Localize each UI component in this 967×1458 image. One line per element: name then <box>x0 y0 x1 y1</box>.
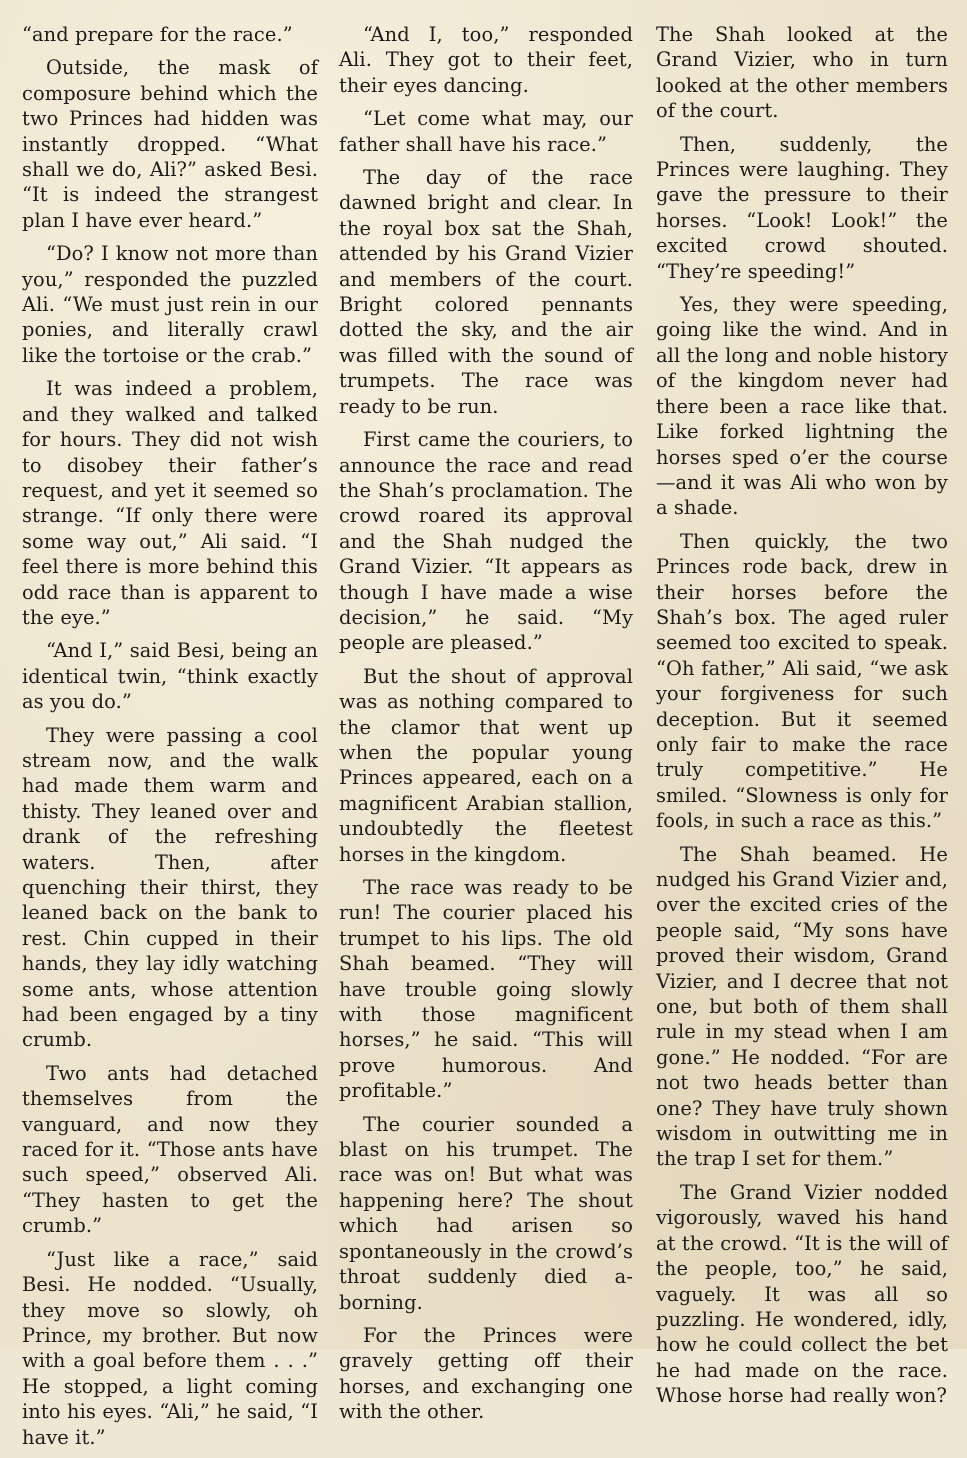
text-column-2 <box>339 22 633 1433</box>
paragraph: “Just like a race,” said Besi. He nodded. “Usually, they move so slowly, oh Prince, my brother. But now with a goal before them . . .” He stopped, a light coming into his eyes. “Ali,” he said, “I have it.” <box>22 1247 318 1449</box>
paragraph: They were passing a cool stream now, and the walk had made them warm and thisty. They leaned over and drank of the refreshing waters. Then, after quenching their thirst, they leaned back on the bank to rest. Chin cupped in their hands, they lay idly watching some ants, whose attention had been engaged by a tiny crumb. <box>22 723 318 1052</box>
paragraph: “Do? I know not more than you,” responded the puzzled Ali. “We must just rein in our ponies, and literally crawl like the tortoise or the crab.” <box>22 242 318 367</box>
text-column-1 <box>22 22 318 1458</box>
paragraph: The Shah beamed. He nudged his Grand Vizier and, over the excited cries of the people said, “My sons have proved their wisdom, Grand Vizier, and I decree that not one, but both of them shall rule in my stead when I am gone.” He nodded. “For are not two heads better than one? They have truly shown wisdom in outwitting me in the trap I set for them.” <box>656 842 948 1171</box>
paragraph: But the shout of approval was as nothing compared to the clamor that went up when the popular young Princes appeared, each on a magnificent Arabian stallion, undoubtedly the fleetest horses in the kingdom. <box>339 664 633 866</box>
paragraph: The Shah looked at the Grand Vizier, who in turn looked at the other members of the court. <box>656 23 948 123</box>
paragraph: “and prepare for the race.” <box>22 23 293 46</box>
paragraph: The courier sounded a blast on his trumpet. The race was on! But what was happening here? The shout which had arisen so spontaneously in the crowd’s throat suddenly died a-borning. <box>339 1112 633 1314</box>
paragraph: First came the couriers, to announce the race and read the Shah’s proclamation. The crowd roared its approval and the Shah nudged the Grand Vizier. “It appears as though I have made a wise decision,” he said. “My people are pleased.” <box>339 428 633 655</box>
paragraph: The race was ready to be run! The courier placed his trumpet to his lips. The old Shah beamed. “They will have trouble going slowly with those magnificent horses,” he said. “This will prove humorous. And profitable.” <box>339 876 633 1103</box>
paragraph: Yes, they were speeding, going like the wind. And in all the long and noble history of the kingdom never had there been a race like that. Like forked lightning the horses sped o’er the course—and it was Ali who won by a shade. <box>656 293 948 520</box>
paragraph: “And I,” said Besi, being an identical twin, “think exactly as you do.” <box>22 639 318 714</box>
paragraph: It was indeed a problem, and they walked and talked for hours. They did not wish to disobey their father’s request, and yet it seemed so strange. “If only there were some way out,” Ali said. “I feel there is more behind this odd race than is apparent to the eye.” <box>22 377 318 629</box>
paragraph: Outside, the mask of composure behind which the two Princes had hidden was instantly dropped. “What shall we do, Ali?” asked Besi. “It is indeed the strangest plan I have ever heard.” <box>22 56 318 232</box>
paragraph: The day of the race dawned bright and clear. In the royal box sat the Shah, attended by his Grand Vizier and members of the court. Bright colored pennants dotted the sky, and the air was filled with the sound of trumpets. The race was ready to be run. <box>339 166 633 418</box>
paragraph: Two ants had detached themselves from the vanguard, and now they raced for it. “Those ants have such speed,” observed Ali. “They hasten to get the crumb.” <box>22 1061 318 1238</box>
paragraph: The Grand Vizier nodded vigorously, waved his hand at the crowd. “It is the will of the people, too,” he said, vaguely. It was all so puzzling. He wondered, idly, how he could collect the bet he had made on the race. Whose horse had really won? <box>656 1180 948 1408</box>
paragraph: “And I, too,” responded Ali. They got to their feet, their eyes dancing. <box>339 23 633 97</box>
paragraph: “Let come what may, our father shall have his race.” <box>339 107 633 156</box>
paragraph: Then quickly, the two Princes rode back, drew in their horses before the Shah’s box. The aged ruler seemed too excited to speak. “Oh father,” Ali said, “we ask your forgiveness for such deception. But it seemed only fair to make the race truly competitive.” He smiled. “Slowness is only for fools, in such a race as this.” <box>656 529 948 833</box>
text-column-3 <box>656 22 948 1417</box>
paragraph: Then, suddenly, the Princes were laughing. They gave the pressure to their horses. “Look! Look!” the excited crowd shouted. “They’re speeding!” <box>656 132 948 283</box>
paragraph: For the Princes were gravely getting off their horses, and exchanging one with the other. <box>339 1323 633 1424</box>
